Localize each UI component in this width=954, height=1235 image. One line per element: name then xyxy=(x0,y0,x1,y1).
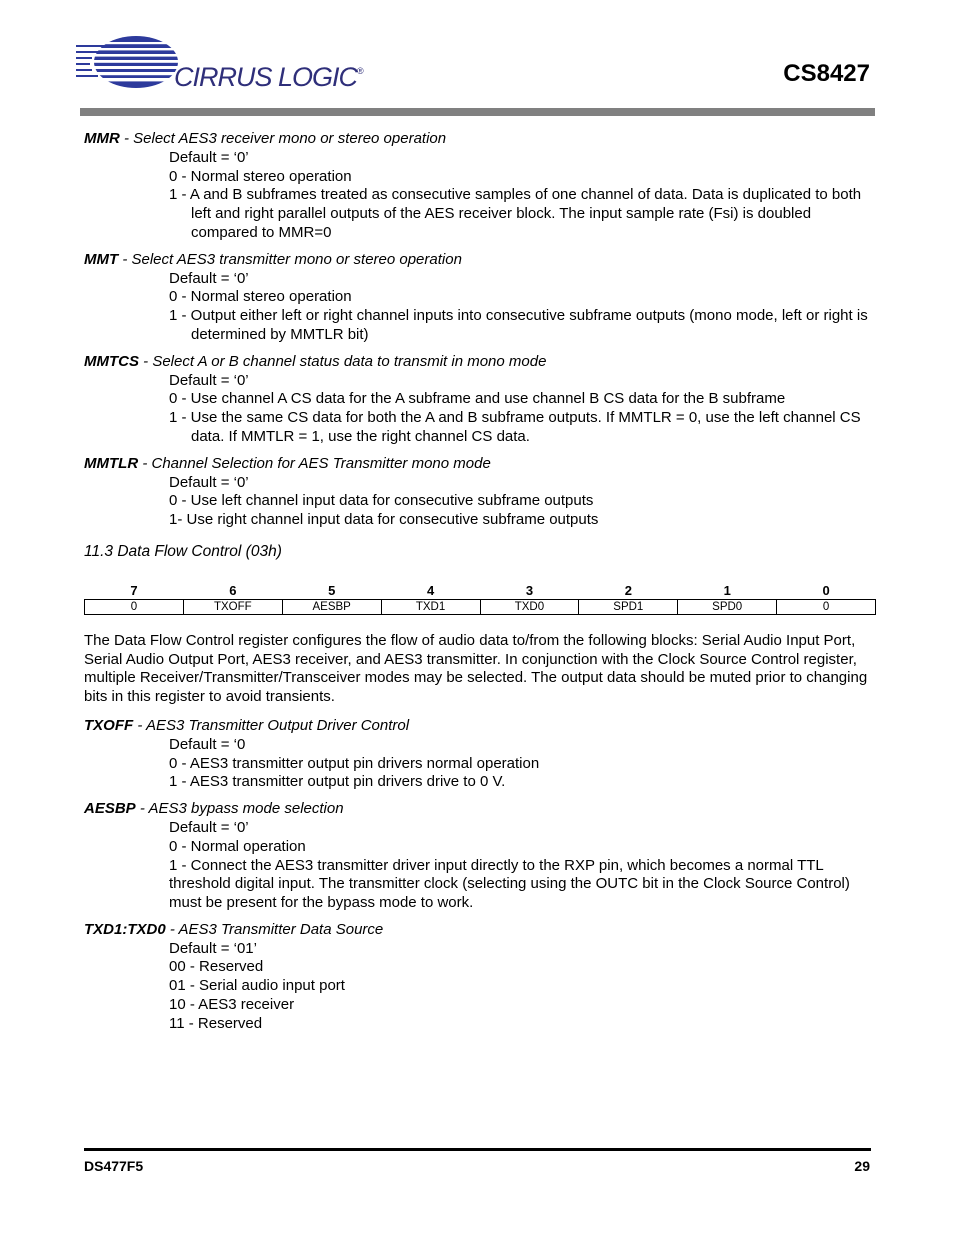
bit-name-row xyxy=(85,599,876,614)
field-option: 1 - AES3 transmitter output pin drivers drive to 0 V. xyxy=(169,773,506,791)
field-name: MMTCS xyxy=(84,352,139,370)
field-heading xyxy=(84,800,876,819)
field-option: Default = ‘01’ xyxy=(169,939,257,957)
field-option: Default = ‘0’ xyxy=(169,371,249,389)
field-option: Default = ‘0 xyxy=(169,735,246,753)
field-heading xyxy=(84,130,876,149)
field-name: TXD1:TXD0 xyxy=(84,920,166,938)
field-option: 1 - Output either left or right channel inputs into consecutive subframe outputs (mono mode, left or right is determined by MMTLR bit) xyxy=(169,307,868,343)
bit-name: TXD0 xyxy=(480,599,579,614)
header-divider xyxy=(80,108,875,116)
bit-number: 1 xyxy=(723,582,731,598)
field-option: 00 - Reserved xyxy=(169,958,264,976)
field-option: 1- Use right channel input data for consecutive subframe outputs xyxy=(169,511,599,529)
field-option: 10 - AES3 receiver xyxy=(169,996,295,1014)
field-heading xyxy=(84,251,876,270)
bit-number: 0 xyxy=(822,582,830,598)
field-description: - AES3 bypass mode selection xyxy=(135,800,344,818)
field-description: - AES3 Transmitter Output Driver Control xyxy=(133,716,410,734)
section-title: 11.3 Data Flow Control (03h) xyxy=(84,542,282,560)
field-name: MMT xyxy=(84,250,119,268)
bit-number: 7 xyxy=(130,582,138,598)
bit-number: 2 xyxy=(624,582,632,598)
field-description: - Channel Selection for AES Transmitter mono mode xyxy=(138,454,491,472)
field-heading xyxy=(84,717,876,736)
field-option: Default = ‘0’ xyxy=(169,473,249,491)
field-option: 0 - Normal stereo operation xyxy=(169,167,352,185)
bit-number: 3 xyxy=(525,582,534,598)
field-heading xyxy=(84,921,876,940)
field-list-bottom xyxy=(84,717,876,1034)
register-map-table xyxy=(84,583,876,615)
page-number: 29 xyxy=(854,1158,870,1174)
bit-name: TXD1 xyxy=(381,599,480,614)
field-option: 1 - Use the same CS data for both the A and B subframe outputs. If MMTLR = 0, use the left channel CS data. If MMTLR = 1, use the right channel CS data. xyxy=(169,409,861,445)
field-option: 0 - AES3 transmitter output pin drivers normal operation xyxy=(169,754,540,772)
field-heading xyxy=(84,353,876,372)
page-content xyxy=(84,130,876,1034)
field-name: MMR xyxy=(84,130,120,147)
intro-paragraph: The Data Flow Control register configures the flow of audio data to/from the following blocks: Serial Audio Input Port, Serial Audio Output Port, AES3 receiver, and AES3 transmitter. In conjunction with the Clock Source Control register, multiple Receiver/Transmitter/Transceiver modes may be selected. The output data should be muted prior to changing bits in this register to avoid transients. xyxy=(84,631,868,706)
field-option: 1 - A and B subframes treated as consecutive samples of one channel of data. Data is duplicated to both left and right parallel outputs of the AES receiver block. The input sample rate (Fsi) is doubled compared to MMR=0 xyxy=(169,186,862,241)
field-list-top xyxy=(84,130,876,530)
field-option: 11 - Reserved xyxy=(169,1014,263,1032)
bit-name: 0 xyxy=(85,599,184,614)
field-option: Default = ‘0’ xyxy=(169,818,249,836)
field-name: AESBP xyxy=(84,800,136,818)
field-description: - Select AES3 receiver mono or stereo operation xyxy=(119,130,447,147)
logo-wordmark: CIRRUS LOGIC® xyxy=(174,62,363,92)
bit-name: SPD0 xyxy=(678,599,777,614)
field-option: 01 - Serial audio input port xyxy=(169,977,345,995)
field-option: Default = ‘0’ xyxy=(169,148,249,166)
bit-name: SPD1 xyxy=(579,599,678,614)
field-name: MMTLR xyxy=(84,454,139,472)
field-option: 0 - Normal operation xyxy=(169,837,306,855)
field-option: Default = ‘0’ xyxy=(169,269,249,287)
document-id: DS477F5 xyxy=(84,1158,144,1174)
bit-number: 4 xyxy=(426,582,435,598)
field-option: 0 - Use channel A CS data for the A subframe and use channel B CS data for the B subframe xyxy=(169,390,786,408)
field-name: TXOFF xyxy=(84,716,134,734)
field-description: - Select AES3 transmitter mono or stereo operation xyxy=(118,250,462,268)
part-number: CS8427 xyxy=(783,60,870,87)
footer-divider xyxy=(84,1148,871,1151)
bit-name: TXOFF xyxy=(183,599,282,614)
bit-name: AESBP xyxy=(282,599,381,614)
field-description: - Select A or B channel status data to transmit in mono mode xyxy=(139,352,547,370)
bit-number: 5 xyxy=(328,582,336,598)
field-option: 0 - Use left channel input data for consecutive subframe outputs xyxy=(169,492,594,510)
bit-name: 0 xyxy=(777,599,876,614)
field-option: 0 - Normal stereo operation xyxy=(169,288,352,306)
field-description: - AES3 Transmitter Data Source xyxy=(165,920,384,938)
bit-number-row xyxy=(85,583,876,600)
field-option: 1 - Connect the AES3 transmitter driver input directly to the RXP pin, which becomes a normal TTL threshold digital input. The transmitter clock (selecting using the OUTC bit in the Clock Source Control) must be present for the bypass mode to work. xyxy=(169,856,850,912)
field-heading xyxy=(84,455,876,474)
bit-number: 6 xyxy=(229,582,237,598)
